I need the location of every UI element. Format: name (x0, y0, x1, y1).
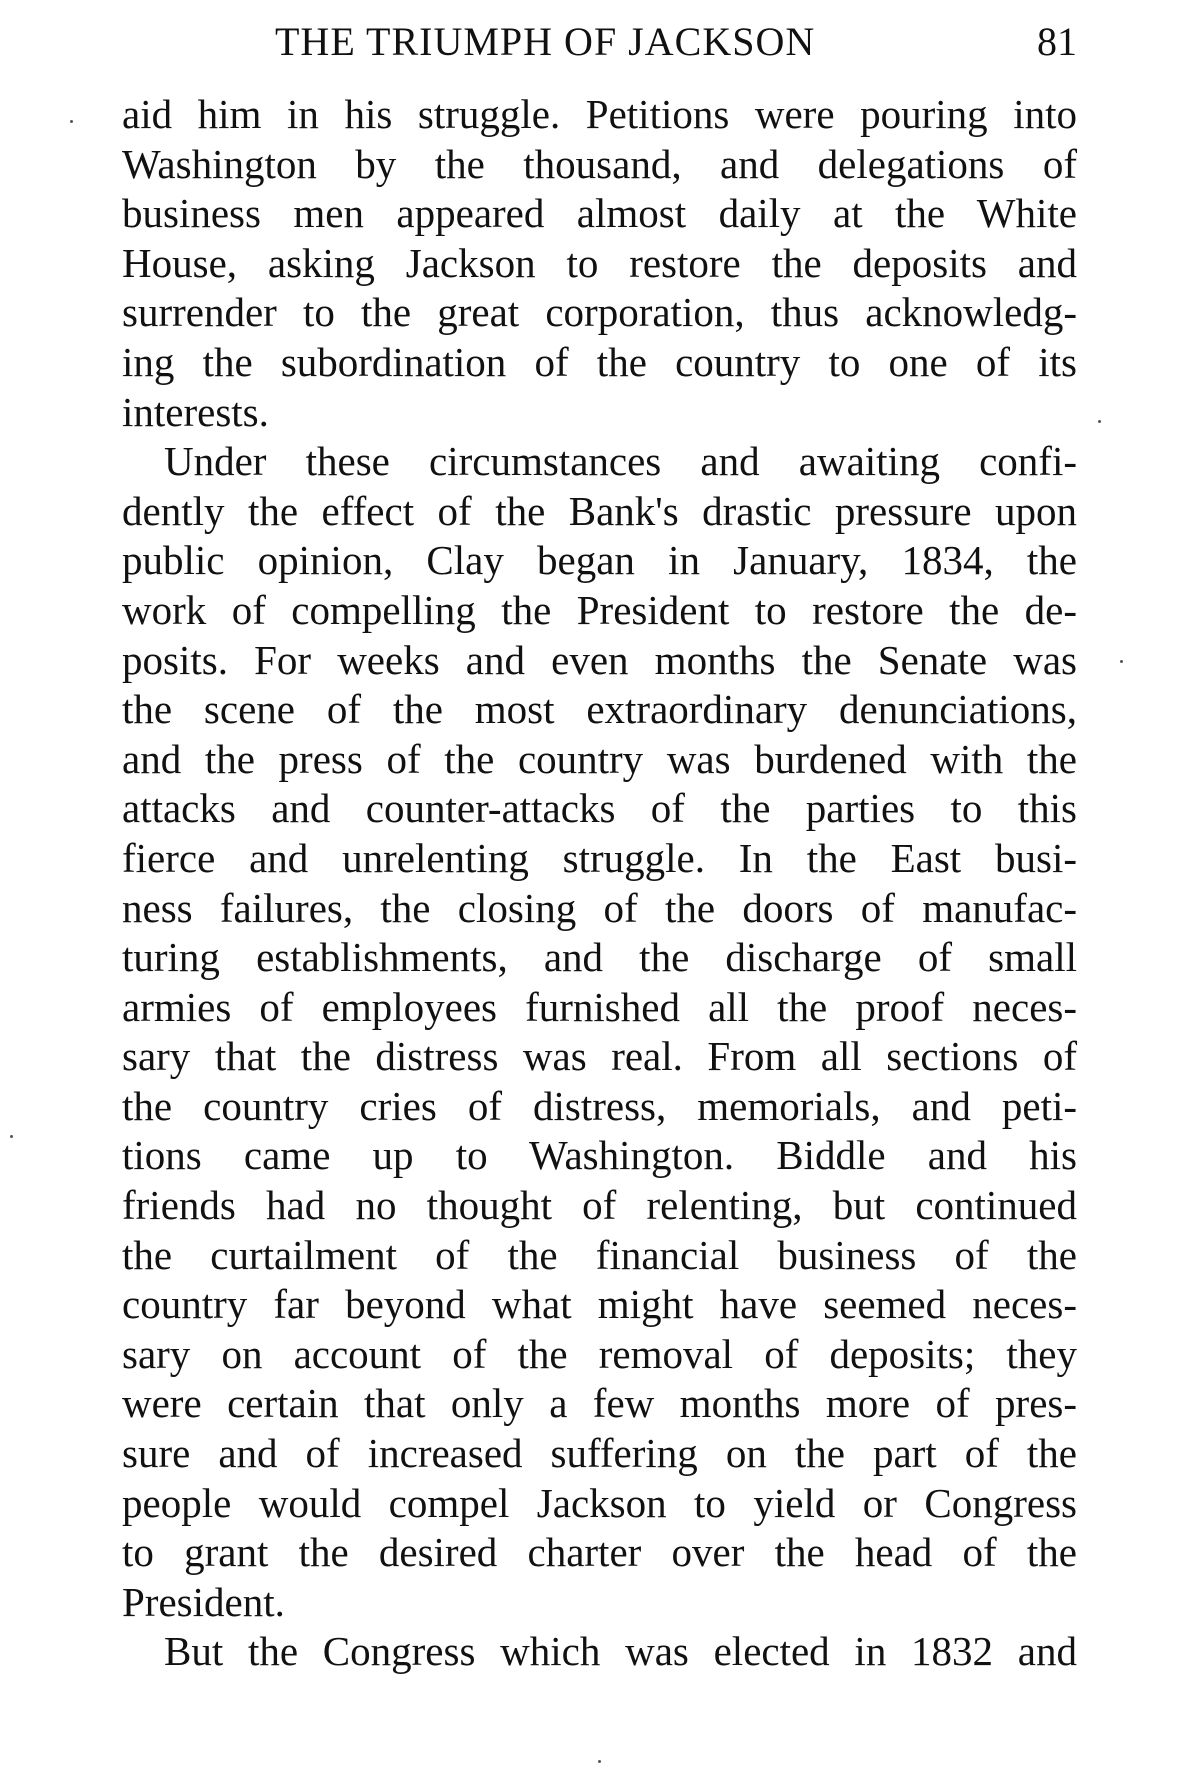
text-line: But the Congress which was elected in 1832 and (164, 1628, 1077, 1675)
scan-speck (598, 1760, 601, 1763)
text-line: Washington by the thousand, and delegations of (122, 140, 1077, 187)
text-line: ing the subordination of the country to one of its (122, 338, 1077, 385)
text-line: people would compel Jackson to yield or Congress (122, 1479, 1077, 1526)
text-line: sary on account of the removal of deposits; they (122, 1330, 1077, 1377)
scan-speck (1098, 420, 1101, 423)
text-line: sure and of increased suffering on the part of the (122, 1430, 1077, 1477)
running-title: THE TRIUMPH OF JACKSON (275, 19, 816, 64)
text-line: attacks and counter-attacks of the parties to this (122, 785, 1077, 832)
text-line: tions came up to Washington. Biddle and his (122, 1132, 1077, 1179)
text-line: and the press of the country was burdened with the (122, 735, 1077, 782)
text-line: House, asking Jackson to restore the deposits and (122, 239, 1077, 286)
text-line: country far beyond what might have seemed neces- (122, 1281, 1077, 1328)
text-line: interests. (122, 388, 269, 435)
text-line: armies of employees furnished all the proof neces- (122, 983, 1077, 1030)
page-header (122, 18, 1077, 66)
text-line: the country cries of distress, memorials, and peti- (122, 1082, 1077, 1129)
scan-speck (1120, 660, 1123, 663)
text-line: turing establishments, and the discharge of small (122, 934, 1077, 981)
text-line: ness failures, the closing of the doors of manufac- (122, 884, 1077, 931)
scan-speck (10, 1135, 13, 1138)
text-line: fierce and unrelenting struggle. In the East busi- (122, 834, 1077, 881)
text-line: sary that the distress was real. From all sections of (122, 1033, 1077, 1080)
page-number: 81 (1037, 19, 1077, 64)
text-line: the scene of the most extraordinary denunciations, (122, 686, 1077, 733)
text-line: Under these circumstances and awaiting confi- (164, 438, 1077, 485)
text-line: dently the effect of the Bank's drastic pressure upon (122, 487, 1077, 534)
text-line: to grant the desired charter over the head of the (122, 1529, 1077, 1576)
text-line: posits. For weeks and even months the Senate was (122, 636, 1077, 683)
text-line: work of compelling the President to restore the de- (122, 586, 1077, 633)
text-line: business men appeared almost daily at the White (122, 190, 1077, 237)
text-line: were certain that only a few months more of pres- (122, 1380, 1077, 1427)
text-line: friends had no thought of relenting, but continued (122, 1182, 1077, 1229)
text-line: President. (122, 1578, 285, 1625)
scan-speck (70, 120, 73, 123)
text-line: surrender to the great corporation, thus acknowledg- (122, 289, 1077, 336)
text-line: aid him in his struggle. Petitions were pouring into (122, 91, 1077, 137)
body-text (122, 90, 1077, 1677)
text-line: public opinion, Clay began in January, 1834, the (122, 537, 1077, 584)
text-line: the curtailment of the financial business of the (122, 1231, 1077, 1278)
